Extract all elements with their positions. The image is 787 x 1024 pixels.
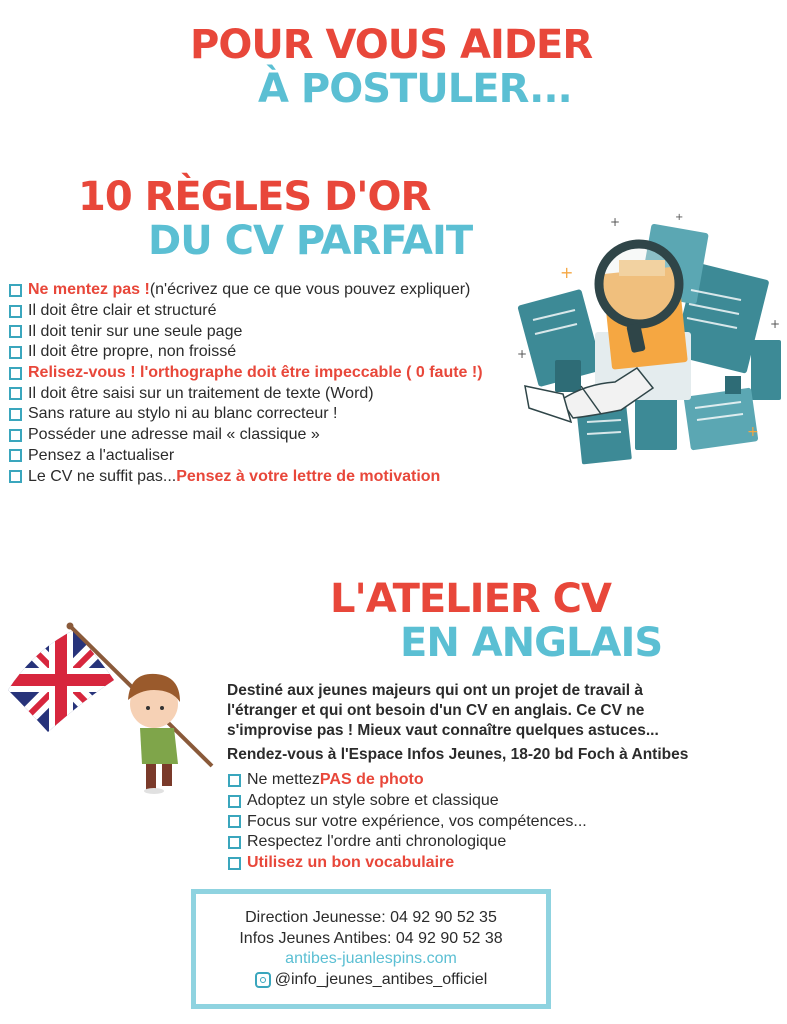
checkbox-icon [9,367,22,380]
atelier-intro-line: Destiné aux jeunes majeurs qui ont un projet de travail à [227,682,644,699]
checkbox-icon [9,408,22,421]
cv-rule-item: Il doit être propre, non froissé [9,342,483,363]
checkbox-icon [228,815,241,828]
instagram-icon [255,972,271,988]
cv-rules-title-line1: 10 RÈGLES D'OR [78,174,431,220]
svg-text:+: + [770,317,781,331]
cv-rule-item: Il doit tenir sur une seule page [9,321,483,342]
contact-direction-jeunesse: Direction Jeunesse: 04 92 90 52 35 [245,909,497,926]
header-title-line2: À POSTULER... [258,66,572,112]
cv-rule-item: Ne mentez pas ! (n'écrivez que ce que vous pouvez expliquer) [9,280,483,301]
atelier-title-line2: EN ANGLAIS [400,620,663,666]
atelier-intro [227,681,688,765]
atelier-rdv: Rendez-vous à l'Espace Infos Jeunes, 18-20 bd Foch à Antibes [227,746,689,763]
contact-box [191,889,551,1009]
atelier-intro-line: s'improvise pas ! Mieux vaut connaître quelques astuces... [227,722,659,739]
checkbox-icon [228,795,241,808]
cv-rule-item: Sans rature au stylo ni au blanc correcteur ! [9,404,483,425]
magnifier-documents-illustration [515,208,787,470]
checkbox-icon [9,346,22,359]
checkbox-icon [9,429,22,442]
instagram-handle-row[interactable] [255,970,488,991]
atelier-title-line1: L'ATELIER CV [330,576,611,622]
checkbox-icon [9,449,22,462]
boy-with-uk-flag-illustration [4,620,218,794]
atelier-tip-item: Utilisez un bon vocabulaire [228,853,587,874]
website-link[interactable]: antibes-juanlespins.com [285,950,457,967]
checkbox-icon [9,470,22,483]
atelier-tip-item: Ne mettez PAS de photo [228,770,587,791]
cv-rule-item: Il doit être clair et structuré [9,301,483,322]
checkbox-icon [228,774,241,787]
checkbox-icon [9,284,22,297]
header-title-line1: POUR VOUS AIDER [190,22,593,68]
svg-text:+: + [517,347,528,361]
atelier-tips-list [228,770,587,873]
svg-text:+: + [560,263,574,282]
cv-rules-list [9,280,483,487]
atelier-intro-line: l'étranger et qui ont besoin d'un CV en anglais. Ce CV ne [227,702,645,719]
cv-rule-item: Le CV ne suffit pas... Pensez à votre lettre de motivation [9,466,483,487]
cv-rule-item: Relisez-vous ! l'orthographe doit être impeccable ( 0 faute !) [9,363,483,384]
checkbox-icon [228,857,241,870]
contact-infos-jeunes: Infos Jeunes Antibes: 04 92 90 52 38 [239,929,503,947]
atelier-tip-item: Focus sur votre expérience, vos compétences... [228,811,587,832]
svg-text:+: + [747,424,759,440]
instagram-handle: @info_jeunes_antibes_officiel [274,970,488,988]
cv-rule-item: Posséder une adresse mail « classique » [9,425,483,446]
cv-rule-item: Pensez a l'actualiser [9,446,483,467]
checkbox-icon [228,836,241,849]
checkbox-icon [9,325,22,338]
cv-rules-title-line2: DU CV PARFAIT [148,218,473,264]
cv-rule-item: Il doit être saisi sur un traitement de texte (Word) [9,383,483,404]
checkbox-icon [9,305,22,318]
checkbox-icon [9,387,22,400]
svg-text:+: + [675,212,684,223]
atelier-tip-item: Adoptez un style sobre et classique [228,791,587,812]
atelier-tip-item: Respectez l'ordre anti chronologique [228,832,587,853]
svg-text:+: + [610,215,621,229]
